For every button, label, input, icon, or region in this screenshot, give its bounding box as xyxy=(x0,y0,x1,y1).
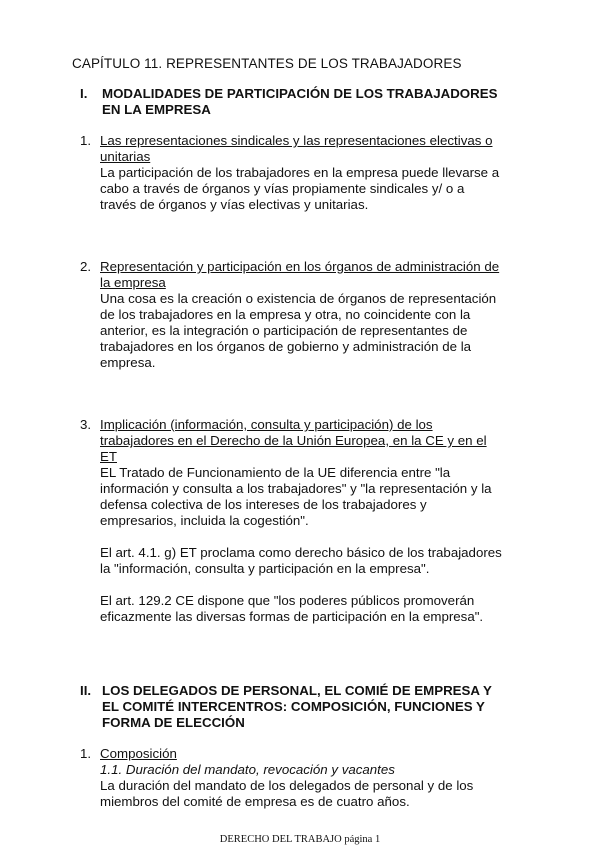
item-2-heading-line: la empresa xyxy=(100,275,166,290)
item-3 xyxy=(80,417,530,625)
item-1-heading-line: unitarias xyxy=(100,149,151,164)
item-3-text-line: El art. 129.2 CE dispone que "los poderes públicos promoverán xyxy=(100,593,475,608)
page-footer: DERECHO DEL TRABAJO página 1 xyxy=(219,834,381,845)
section-1-numeral: I. xyxy=(80,86,88,101)
section-2-numeral: II. xyxy=(80,683,92,698)
item-1-text-line: través de órganos y vías electivas y unitarias. xyxy=(100,197,369,212)
section-2-title-line: FORMA DE ELECCIÓN xyxy=(102,715,245,730)
section-1-heading xyxy=(80,86,532,118)
section-2-title xyxy=(102,683,532,731)
item-3-heading-line: trabajadores en el Derecho de la Unión Europea, en la CE y en el xyxy=(100,433,487,448)
section-2-title-line: LOS DELEGADOS DE PERSONAL, EL COMIÉ DE EMPRESA Y xyxy=(102,683,492,698)
item-1-text-line: La participación de los trabajadores en la empresa puede llevarse a xyxy=(100,165,500,180)
item-3-heading-line: ET xyxy=(100,449,117,464)
chapter-title: CAPÍTULO 11. REPRESENTANTES DE LOS TRABAJADORES xyxy=(72,56,462,71)
section-1-title-line: MODALIDADES DE PARTICIPACIÓN DE LOS TRABAJADORES xyxy=(102,86,498,101)
item-1 xyxy=(80,133,530,213)
item-4-text-line: miembros del comité de empresa es de cuatro años. xyxy=(100,794,410,809)
item-4 xyxy=(80,746,530,810)
item-3-text-line: información y consulta a los trabajadores" y "la representación y la xyxy=(100,481,492,496)
section-1-title xyxy=(102,86,532,118)
section-1-title-line: EN LA EMPRESA xyxy=(102,102,211,117)
item-2-text-line: de los trabajadores en la empresa y otra, no coincidente con la xyxy=(100,307,471,322)
item-4-heading: Composición xyxy=(100,746,177,761)
item-4-subheading: 1.1. Duración del mandato, revocación y vacantes xyxy=(100,762,395,777)
item-2-text-line: anterior, es la integración o participación de representantes de xyxy=(100,323,468,338)
item-3-heading-line: Implicación (información, consulta y participación) de los xyxy=(100,417,433,432)
item-2-text-line: empresa. xyxy=(100,355,156,370)
item-3-number: 3. xyxy=(80,417,92,432)
item-1-heading-line: Las representaciones sindicales y las representaciones electivas o xyxy=(100,133,493,148)
item-3-text-line: EL Tratado de Funcionamiento de la UE diferencia entre "la xyxy=(100,465,451,480)
item-1-number: 1. xyxy=(80,133,92,148)
item-2 xyxy=(80,259,530,371)
section-2-title-line: EL COMITÉ INTERCENTROS: COMPOSICIÓN, FUNCIONES Y xyxy=(102,699,485,714)
item-1-text-line: cabo a través de órganos y vías propiamente sindicales y/ o a xyxy=(100,181,465,196)
item-2-text-line: Una cosa es la creación o existencia de órganos de representación xyxy=(100,291,497,306)
item-2-heading-line: Representación y participación en los órganos de administración de xyxy=(100,259,500,274)
item-4-number: 1. xyxy=(80,746,92,761)
item-3-text-line: defensa colectiva de los intereses de los trabajadores y xyxy=(100,497,427,512)
section-2-heading xyxy=(80,683,532,731)
item-3-text-line: eficazmente las diversas formas de participación en la empresa". xyxy=(100,609,484,624)
item-4-text-line: La duración del mandato de los delegados de personal y de los xyxy=(100,778,474,793)
item-3-text-line: El art. 4.1. g) ET proclama como derecho básico de los trabajadores xyxy=(100,545,502,560)
item-3-text-line: la "información, consulta y participación en la empresa". xyxy=(100,561,430,576)
item-3-text-line: empresarios, incluida la cogestión". xyxy=(100,513,309,528)
item-2-text-line: trabajadores en los órganos de gobierno y administración de la xyxy=(100,339,472,354)
item-2-number: 2. xyxy=(80,259,92,274)
